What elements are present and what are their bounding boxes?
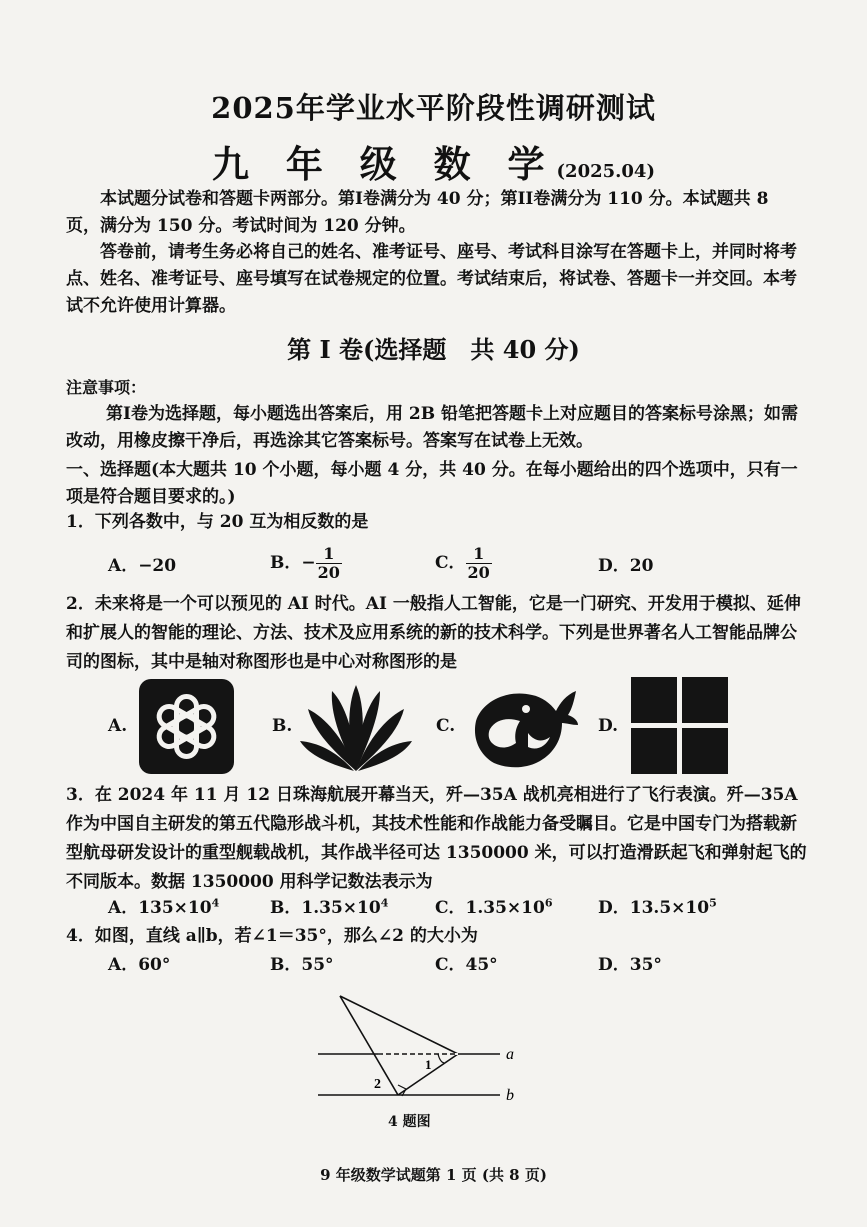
q1-option-c-fraction (466, 545, 492, 582)
question-4-stem: 4．如图，直线 a∥b，若∠1＝35°，那么∠2 的大小为 (66, 926, 478, 946)
intro-paragraph-1: 本试题分试卷和答题卡两部分。第I卷满分为 40 分；第II卷满分为 110 分。本试题共 8 页，满分为 150 分。考试时间为 120 分钟。 (66, 189, 769, 236)
angle-1-label: 1 (425, 1057, 432, 1072)
q1-option-d[interactable]: D．20 (598, 556, 654, 576)
q1-option-b-prefix: B．− (270, 553, 316, 573)
q4-option-b[interactable]: B．55° (270, 955, 334, 975)
q2-option-c-label[interactable]: C. (436, 716, 456, 736)
question-3-options (100, 893, 800, 923)
q1-option-c-prefix: C． (435, 553, 466, 573)
fraction-numerator: 1 (466, 545, 492, 564)
figure-caption: 4 题图 (388, 1114, 431, 1130)
angle-2-label: 2 (374, 1077, 381, 1092)
q2-option-b-label[interactable]: B. (272, 716, 293, 736)
q3-option-d-exponent: 5 (709, 896, 717, 910)
q3-option-d-base: D．13.5×10 (598, 898, 710, 918)
q3-option-b-base: B．1.35×10 (270, 898, 381, 918)
knot-logo-icon[interactable] (139, 679, 234, 774)
q1-option-c[interactable] (435, 545, 492, 582)
q1-option-a[interactable]: A．−20 (108, 556, 177, 576)
question-2-stem: 2．未来将是一个可以预见的 AI 时代。AI 一般指人工智能，它是一门研究、开发用于模拟、延伸和扩展人的智能的理论、方法、技术及应用系统的新的技术科学。下列是世界著名人工智能品牌公司的图标，其中是轴对称图形也是中心对称图形的是 (66, 594, 801, 672)
subject-name: 九 年 级 数 学 (212, 142, 557, 186)
fraction-denominator: 20 (317, 563, 340, 582)
q4-option-a[interactable]: A．60° (108, 955, 171, 975)
exam-title: 2025年学业水平阶段性调研测试 (211, 91, 656, 125)
geometry-figure (310, 990, 540, 1110)
exam-date: (2025.04) (556, 161, 655, 182)
q3-option-a-exponent: 4 (211, 896, 220, 910)
q3-option-b-exponent: 4 (380, 896, 389, 910)
whale-logo-icon[interactable] (468, 683, 580, 771)
q2-option-d-label[interactable]: D. (598, 716, 619, 736)
angle-1-arc (438, 1054, 444, 1063)
window-logo-icon[interactable] (631, 677, 728, 774)
notice-label: 注意事项： (66, 378, 147, 397)
petal-logo-icon[interactable] (300, 683, 412, 773)
question-3-stem: 3．在 2024 年 11 月 12 日珠海航展开幕当天，歼—35A 战机亮相进行了飞行表演。歼—35A 作为中国自主研发的第五代隐形战斗机，其技术性能和作战能力备受瞩目。它是中国专门为搭载新型航母研发设计的重型舰载战机，其作战半径可达 1350000 米，可以打造滑跃起飞和弹射起飞的不同版本。数据 1350000 用科学记数法表示为 (66, 785, 807, 892)
q3-option-b[interactable] (270, 893, 388, 918)
q3-option-a[interactable] (108, 893, 219, 918)
intro-paragraph-2: 答卷前，请考生务必将自己的姓名、准考证号、座号、考试科目涂写在答题卡上，并同时将考点、姓名、准考证号、座号填写在试卷规定的位置。考试结束后，将试卷、答题卡一并交回。本考试不允许使用计算器。 (66, 242, 797, 316)
part-heading-text: 一、选择题(本大题共 10 个小题，每小题 4 分，共 40 分。在每小题给出的四个选项中，只有一项是符合题目要求的。) (66, 460, 798, 507)
q3-option-a-base: A．135×10 (108, 898, 212, 918)
fraction-denominator: 20 (467, 563, 490, 582)
page-footer: 9 年级数学试题第 1 页 (共 8 页) (320, 1166, 547, 1184)
q1-option-b-fraction (316, 545, 342, 582)
question-1-options (100, 544, 800, 582)
q1-option-b[interactable] (270, 545, 342, 582)
q4-option-c[interactable]: C．45° (435, 955, 498, 975)
line-b-label: b (506, 1087, 514, 1104)
subject-title (0, 134, 867, 188)
fraction-numerator: 1 (316, 545, 342, 564)
line-a-label: a (506, 1046, 514, 1063)
q3-option-c[interactable] (435, 893, 553, 918)
question-4-options (100, 950, 800, 980)
section-title: 第 I 卷(选择题 共 40 分) (287, 335, 580, 364)
q3-option-c-exponent: 6 (544, 896, 553, 910)
q2-option-a-label[interactable]: A. (108, 716, 128, 736)
q3-option-d[interactable] (598, 893, 717, 918)
q4-option-d[interactable]: D．35° (598, 955, 662, 975)
q3-option-c-base: C．1.35×10 (435, 898, 545, 918)
part-heading (66, 457, 811, 511)
notice-text: 第I卷为选择题，每小题选出答案后，用 2B 铅笔把答题卡上对应题目的答案标号涂黑；如需改动，用橡皮擦干净后，再选涂其它答案标号。答案写在试卷上无效。 (66, 404, 798, 451)
question-1-stem: 1．下列各数中，与 20 互为相反数的是 (66, 512, 369, 532)
